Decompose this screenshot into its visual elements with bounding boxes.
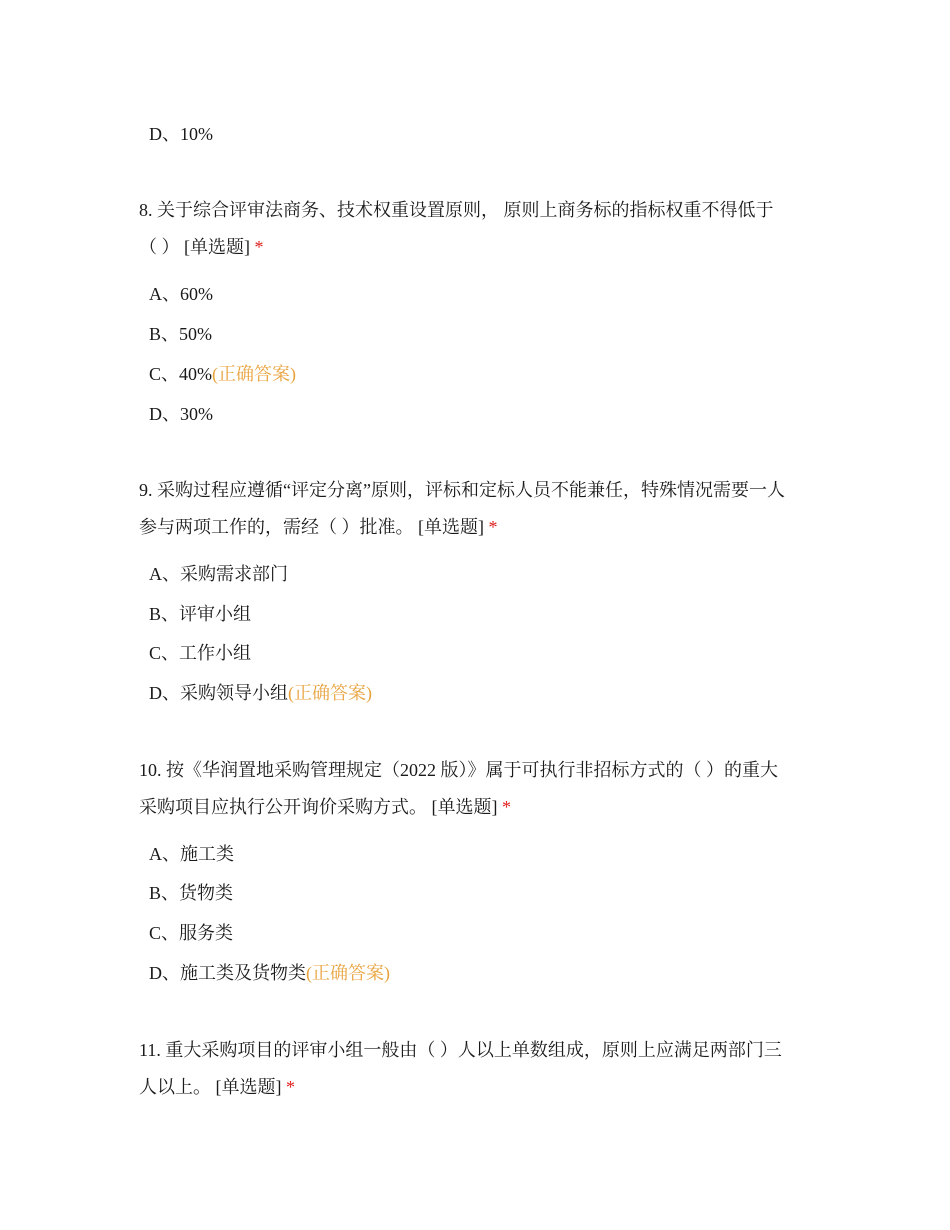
question-text-line: 8. 关于综合评审法商务、技术权重设置原则， 原则上商务标的指标权重不得低于 — [139, 200, 774, 220]
question-8-option-c: C、40%(正确答案) — [149, 364, 296, 384]
question-10-option-a: A、施工类 — [149, 844, 234, 864]
required-mark: * — [502, 797, 511, 817]
question-9 — [139, 472, 819, 546]
question-text-line: 10. 按《华润置地采购管理规定（2022 版）》属于可执行非招标方式的（ ）的重大 — [139, 760, 778, 780]
question-text-line: 9. 采购过程应遵循“评定分离”原则，评标和定标人员不能兼任，特殊情况需要一人 — [139, 480, 785, 500]
question-10-option-b: B、货物类 — [149, 883, 234, 903]
option-text: D、10% — [149, 124, 213, 144]
question-8-option-b: B、50% — [149, 324, 212, 344]
question-9-option-b: B、评审小组 — [149, 604, 252, 624]
question-text-line: 采购项目应执行公开询价采购方式。 [单选题] * — [139, 797, 511, 817]
question-text-line: （ ） [单选题] * — [139, 237, 264, 257]
question-8-option-d: D、30% — [149, 404, 213, 424]
question-11 — [139, 1032, 819, 1106]
question-8 — [139, 192, 819, 266]
correct-answer-label: (正确答案) — [288, 683, 372, 703]
question-8-option-a: A、60% — [149, 284, 213, 304]
prev-question-option-d — [149, 123, 213, 145]
question-text-line: 人以上。 [单选题] * — [139, 1077, 295, 1097]
question-9-option-c: C、工作小组 — [149, 643, 252, 663]
required-mark: * — [254, 237, 264, 257]
question-text-line: 11. 重大采购项目的评审小组一般由（ ）人以上单数组成，原则上应满足两部门三 — [139, 1040, 782, 1060]
correct-answer-label: (正确答案) — [306, 963, 390, 983]
question-10-option-d: D、施工类及货物类(正确答案) — [149, 963, 390, 983]
question-9-option-a: A、采购需求部门 — [149, 564, 288, 584]
question-10-option-c: C、服务类 — [149, 923, 234, 943]
required-mark: * — [286, 1077, 295, 1097]
question-text-line: 参与两项工作的，需经（ ）批准。 [单选题] * — [139, 517, 498, 537]
correct-answer-label: (正确答案) — [212, 364, 296, 384]
question-10 — [139, 752, 819, 826]
question-9-option-d: D、采购领导小组(正确答案) — [149, 683, 372, 703]
required-mark: * — [488, 517, 498, 537]
